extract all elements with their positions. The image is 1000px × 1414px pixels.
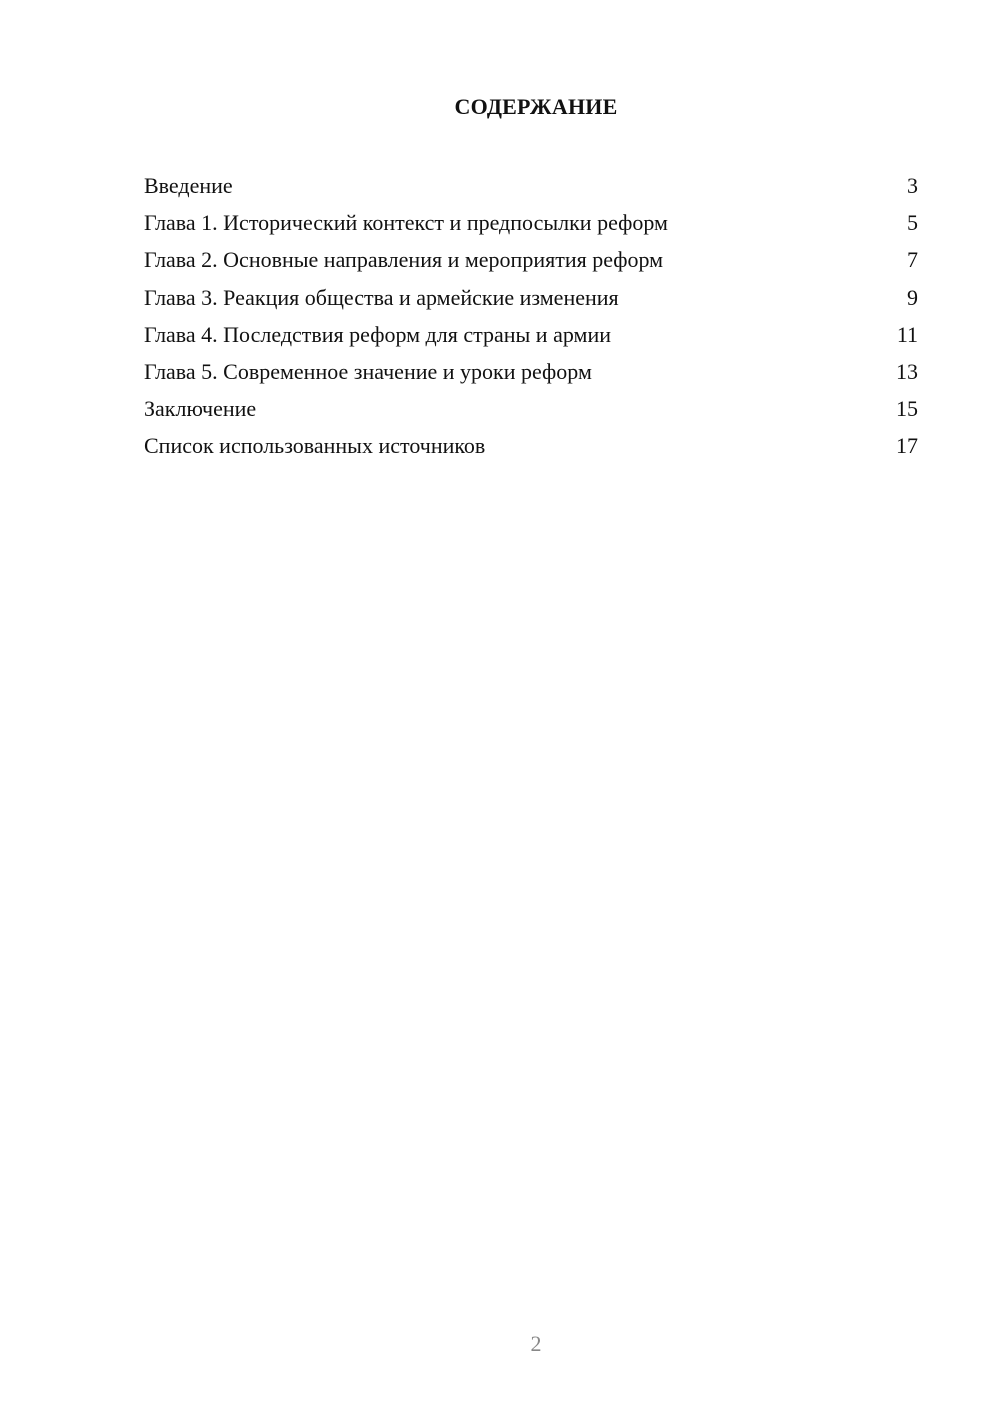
toc-entry-chapter-1 xyxy=(144,204,918,241)
toc-entry-chapter-3 xyxy=(144,279,918,316)
toc-entry-chapter-5 xyxy=(144,353,918,390)
toc-entry-chapter-2 xyxy=(144,241,918,278)
toc-entry-page: 13 xyxy=(896,358,918,384)
toc-entry-label: Список использованных источников xyxy=(144,433,486,459)
toc-entry-label: Глава 2. Основные направления и мероприятия реформ xyxy=(144,247,664,273)
toc-entry-page: 17 xyxy=(896,433,918,459)
toc-entry-page: 11 xyxy=(896,321,918,347)
toc-entry-label: Глава 5. Современное значение и уроки реформ xyxy=(144,358,592,384)
toc-title: СОДЕРЖАНИЕ xyxy=(454,94,618,119)
page-number: 2 xyxy=(530,1331,542,1356)
toc-entry-page: 3 xyxy=(907,173,918,198)
toc-entry-label: Глава 1. Исторический контекст и предпосылки реформ xyxy=(144,210,668,236)
toc-entry-label: Введение xyxy=(144,173,233,198)
toc-entry-label: Глава 4. Последствия реформ для страны и армии xyxy=(144,321,611,347)
table-of-contents xyxy=(144,167,918,465)
toc-entry-page: 15 xyxy=(896,396,918,422)
toc-entry-label: Глава 3. Реакция общества и армейские изменения xyxy=(144,284,619,310)
toc-entry-chapter-4 xyxy=(144,316,918,353)
toc-entry-references xyxy=(144,427,918,464)
toc-entry-page: 9 xyxy=(907,284,918,310)
toc-entry-label: Заключение xyxy=(144,396,257,422)
toc-entry-conclusion xyxy=(144,390,918,427)
toc-entry-page: 7 xyxy=(907,247,918,273)
toc-entry-page: 5 xyxy=(907,210,918,236)
toc-entry-introduction xyxy=(144,167,918,204)
